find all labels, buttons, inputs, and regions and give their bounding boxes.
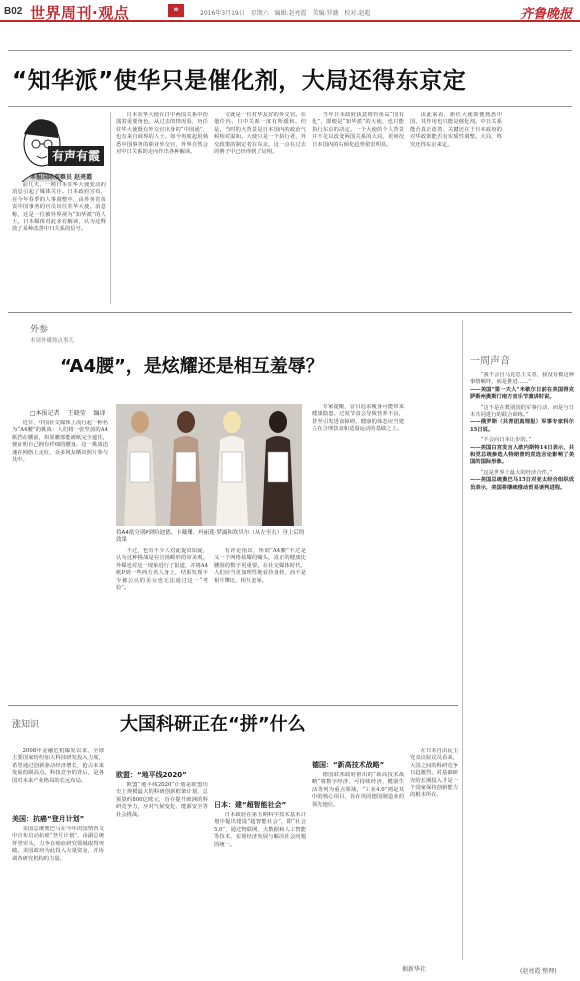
paragraph: 不过，也有不少人对此提出质疑，认为这种挑战是在宣扬畸形的审美观。外媒也对这一现象进行了报道，并将A4纸P到一些西方名人身上，结果发现不少被公认的美女也无法通过这一“考验”。 <box>116 548 208 592</box>
masthead <box>0 0 580 22</box>
issue-meta: 2016年3月19日 星期六 编辑:赵亮霞 美编:罗薇 校对:赵彪 <box>200 10 371 17</box>
section-divider <box>8 312 572 313</box>
column-divider <box>110 112 111 304</box>
paragraph: 当年日本政府执意将钓鱼岛“国有化”，即便是“知华派”的大使，也只能执行东京的决定。一个大使的个人背景并不足以改变两国关系的大局，更何况日本国内的右倾化趋势依旧明显。 <box>312 112 404 148</box>
article1-byline: 本报国际观察员 赵亮霞 <box>30 174 93 181</box>
quote: “这是世界上最大的经济合作。” <box>480 469 553 476</box>
article3-column-1 <box>12 748 104 810</box>
article3-credit: 据新华社 <box>402 966 427 973</box>
section-tag-waican: 外参 <box>30 325 49 335</box>
subhead-us: 美国：抗癌“登月计划” <box>12 815 85 823</box>
paragraph: 日本驻华大使在日中两国关系中扮演着重要角色。从过去的情况看，历任驻华大使既有外交官出身的“中国通”，也有来自商界的人士。如今再度起用熟悉中国事务的职业外交官，外界自然会对中日关系的走向作出各种解读。 <box>116 112 208 156</box>
article1-column-5 <box>410 112 502 304</box>
quote-source: ——美国“第一夫人”米歇尔日前在美国得克萨斯州奥斯汀南方音乐节演讲时说。 <box>470 386 574 401</box>
section-tag-zhangzhishi: 涨知识 <box>12 720 40 730</box>
paragraph: 日本政府在第五期科学技术基本计划中提出建设“超智能社会”，即“社会5.0”，通过物联网、大数据和人工智能等技术，实现经济发展与解决社会问题的统一。 <box>214 812 306 848</box>
article3-column-2 <box>12 826 104 960</box>
paragraph: 专家提醒，盲目追求瘦身可能带来健康隐患。过度节食会导致营养不良，甚至引发进食障碍。健康的体态应当建立在合理饮食和适量运动的基础之上。 <box>312 404 404 433</box>
quote: “这不是在教别国的军事行动，而是与日本共同进行的联合训练。” <box>470 404 574 419</box>
paragraph: 前几天，一则日本驻华大使变动的消息引起了媒体关注。日本政府宣布，在今年春季的人事调整中，由外务省负责中国事务的官员出任驻华大使。消息称，这是一位被外界视为“知华派”的人士。日本媒体对此多有解读，认为这释放了某种改善中日关系的信号。 <box>12 182 106 233</box>
divider <box>8 106 572 107</box>
article2-column-3 <box>214 548 306 700</box>
divider <box>8 50 572 51</box>
photo-caption: 将A4纸分别P到哈迪德、卡戴珊、玛丽莲·梦露和坎贝尔（从左至右）身上后的效果 <box>116 530 305 543</box>
quote-source: ——俄罗斯（共青团真理报）军事专家科尔15日说。 <box>470 419 574 433</box>
article1-column-1 <box>12 182 106 304</box>
article2-column-2 <box>116 548 208 700</box>
article3-column-3 <box>116 782 208 960</box>
a4-waist-photo <box>116 404 302 526</box>
article3-column-6 <box>410 748 458 960</box>
subhead-eu: 欧盟：“地平线2020” <box>116 771 187 779</box>
page-number: B02 <box>4 6 23 17</box>
quote-source: ——美国白宫发言人欧内斯特14日表示，共和党总统参选人特朗普的竞选言论影响了美国的国际形象。 <box>470 444 574 466</box>
paragraph: 由此来看，新任大使即便熟悉中国，其作用也只能是催化剂。中日关系能否真正改善，关键还在于日本政府的对华政策能否有实质性调整。大局，终究还得东京来定。 <box>410 112 502 148</box>
article2-column-4 <box>312 404 404 700</box>
paragraph: 2008年金融危机爆发以来，全球主要国家纷纷加大科技研发投入力度，希望通过创新驱动经济增长，抢占未来发展的制高点。科技竞争的背后，是各国对未来产业格局的长远布局。 <box>12 748 104 784</box>
quote-source: ——美国总统奥巴马15日对亚太经合组织成员表示，美国将继续推动贸易谈判进程。 <box>470 477 574 491</box>
paragraph: 在日本自由民主党众议院议员看来，大国之间的科研竞争日趋激烈，对基础研究的长期投入才是一个国家保持创新能力的根本所在。 <box>410 748 458 799</box>
sidebar-title: 一周声音 <box>470 356 510 367</box>
newspaper-logo: 齐鲁晚报 <box>519 7 572 22</box>
article3-column-5 <box>312 772 404 960</box>
column-badge: 有声有霞 <box>48 146 104 166</box>
article1-column-3 <box>214 112 306 304</box>
paragraph: 美国总统奥巴马在今年的国情咨文中宣布启动抗癌“登月计划”，由副总统拜登牵头，力争在癌症研究领域取得突破。美国政府为此投入大量资金，并协调各研究机构的力量。 <box>12 826 104 862</box>
sidebar-editor: (赵亮霞 整理) <box>520 968 557 975</box>
article2-byline: □本报记者 王晓莹 编译 <box>30 410 106 417</box>
subhead-de: 德国：“新高技术战略” <box>312 761 385 769</box>
subhead-jp: 日本：建“超智能社会” <box>214 801 287 809</box>
article3-headline: 大国科研正在“拼”什么 <box>120 714 306 735</box>
article2-headline: “A4腰”，是炫耀还是相互羞辱？ <box>60 356 324 377</box>
paragraph: 文就是一位对华友好的外交官。在他任内，日中关系一度有所缓和。但是，当时的大背景是日本国内的政治气候相对温和。大使只是一个执行者，外交政策的制定者在东京。这一点在过去的例子中已经得到了证明。 <box>214 112 306 156</box>
article1-column-2 <box>116 112 208 304</box>
article1-headline: “知华派”使华只是催化剂，大局还得东京定 <box>12 68 467 94</box>
paragraph: 有评论指出，所谓“A4腰”不过是又一个网络炫耀的噱头，真正的健康比腰围的数字更重要。在社交媒体时代，人们应当更加理性地看待身材，而不是相互攀比、相互羞辱。 <box>214 548 306 584</box>
quote: “不会向日本让步的。” <box>480 437 532 444</box>
paragraph: 近日，中国社交媒体上流行起一种名为“A4腰”的挑战：人们将一张竖放的A4纸挡在腰前，如果腰部能被纸完全遮住，便证明自己拥有纤细的腰身。这一挑战迅速在网络上走红，众多网友晒出照片参与其中。 <box>12 420 108 464</box>
models-photo-illustration <box>116 404 302 526</box>
paragraph: 欧盟“地平线2020”计划是欧盟历史上规模最大的科研创新框架计划，总预算约800亿欧元，旨在提升欧洲的科研竞争力，应对气候变化、能源安全等社会挑战。 <box>116 782 208 818</box>
article1-column-4 <box>312 112 404 304</box>
paragraph: 德国联邦政府推出的“新高技术战略”将数字经济、可持续经济、健康生活等列为重点领域，“工业4.0”则是其中的核心项目，旨在巩固德国制造业的领先地位。 <box>312 772 404 808</box>
article3-column-4 <box>214 812 306 960</box>
sidebar-quotes <box>470 372 574 952</box>
quote: “我不会自马克思主义者，我没有被这种事情羁绊，而是推进……” <box>470 372 574 386</box>
article2-column-1 <box>12 420 108 700</box>
section-divider <box>8 705 458 706</box>
column-name: 世界周刊·观点 <box>30 4 130 22</box>
chevron-right-icon: » <box>168 4 184 17</box>
sidebar-divider <box>462 320 463 960</box>
section-subtitle: 本周外媒热点事儿 <box>30 338 75 344</box>
